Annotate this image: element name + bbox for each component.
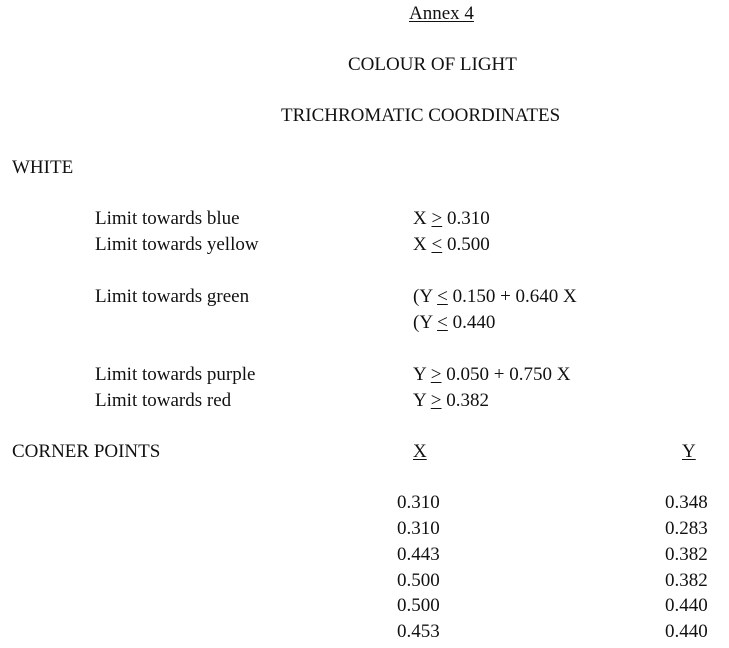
corner-point-x: 0.310: [397, 492, 440, 513]
greater-equal-symbol: >: [430, 364, 442, 385]
corner-point-x: 0.500: [397, 570, 440, 591]
limit-expression: Y > 0.382: [413, 390, 489, 411]
limit-label: Limit towards red: [95, 390, 232, 411]
less-equal-symbol: <: [431, 234, 443, 255]
corner-point-y: 0.382: [665, 544, 708, 565]
column-header-y: Y: [682, 441, 696, 462]
corner-point-y: 0.283: [665, 518, 708, 539]
corner-point-y: 0.382: [665, 570, 708, 591]
greater-equal-symbol: >: [431, 208, 443, 229]
limit-expression: Y > 0.050 + 0.750 X: [413, 364, 571, 385]
limit-label: Limit towards blue: [95, 208, 240, 229]
limit-expression: (Y < 0.150 + 0.640 X: [413, 286, 577, 307]
corner-point-x: 0.500: [397, 595, 440, 616]
limit-expression: X < 0.500: [413, 234, 490, 255]
limit-expression: (Y < 0.440: [413, 312, 496, 333]
greater-equal-symbol: >: [430, 390, 442, 411]
limit-expression: X > 0.310: [413, 208, 490, 229]
limit-label: Limit towards purple: [95, 364, 256, 385]
corner-point-x: 0.310: [397, 518, 440, 539]
page-title: COLOUR OF LIGHT: [348, 54, 517, 75]
corner-point-y: 0.440: [665, 621, 708, 642]
column-header-x: X: [413, 441, 427, 462]
annex-label: Annex 4: [409, 3, 474, 24]
corner-point-x: 0.443: [397, 544, 440, 565]
less-equal-symbol: <: [437, 286, 448, 307]
section-heading-white: WHITE: [12, 157, 74, 178]
corner-point-y: 0.440: [665, 595, 708, 616]
corner-point-y: 0.348: [665, 492, 708, 513]
less-equal-symbol: <: [437, 312, 448, 333]
corner-points-heading: CORNER POINTS: [12, 441, 161, 462]
limit-label: Limit towards yellow: [95, 234, 259, 255]
corner-point-x: 0.453: [397, 621, 440, 642]
limit-label: Limit towards green: [95, 286, 250, 307]
page-subtitle: TRICHROMATIC COORDINATES: [281, 105, 561, 126]
